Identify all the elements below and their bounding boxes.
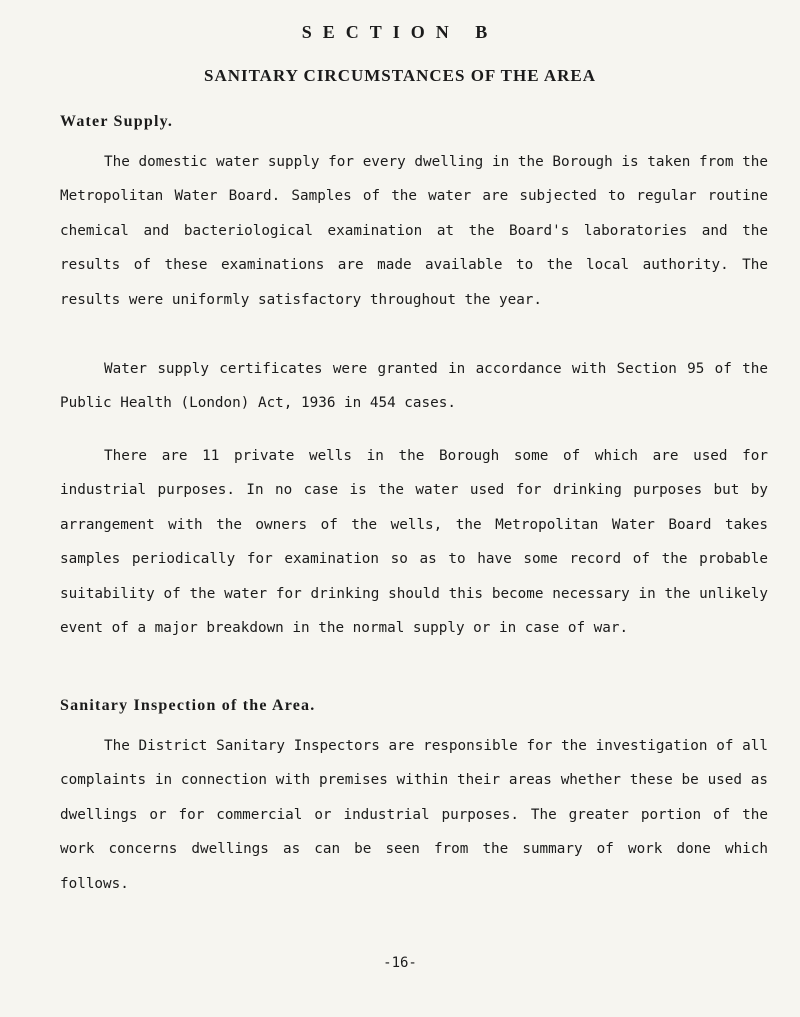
page-title: SANITARY CIRCUMSTANCES OF THE AREA	[203, 66, 597, 85]
water-supply-paragraph-2: Water supply certificates were granted in accordance with Section 95 of the Public Health (London) Act, 1936 in 454 cases.	[60, 361, 768, 412]
page-number: -16-	[383, 955, 417, 971]
sanitary-inspection-heading: Sanitary Inspection of the Area.	[60, 697, 316, 714]
section-heading: SECTION B	[301, 22, 499, 42]
sanitary-inspection-paragraph-1: The District Sanitary Inspectors are responsible for the investigation of all complaints in connection with premises within their areas whether these be used as dwellings or for commercial or industrial purposes. The greater portion of the work concerns dwellings as can be seen from the summary of work done which follows.	[60, 738, 768, 892]
water-supply-paragraph-1: The domestic water supply for every dwelling in the Borough is taken from the Metropolitan Water Board. Samples of the water are subjected to regular routine chemical and bacteriological examination at the Board's laboratories and the results of these examinations are made available to the local authority. The results were uniformly satisfactory throughout the year.	[60, 154, 768, 308]
water-supply-heading: Water Supply.	[60, 113, 174, 130]
water-supply-paragraph-3: There are 11 private wells in the Borough some of which are used for industrial purposes. In no case is the water used for drinking purposes but by arrangement with the owners of the wells, the Metropolitan Water Board takes samples periodically for examination so as to have some record of the probable suitability of the water for drinking should this become necessary in the unlikely event of a major breakdown in the normal supply or in case of war.	[60, 448, 768, 637]
